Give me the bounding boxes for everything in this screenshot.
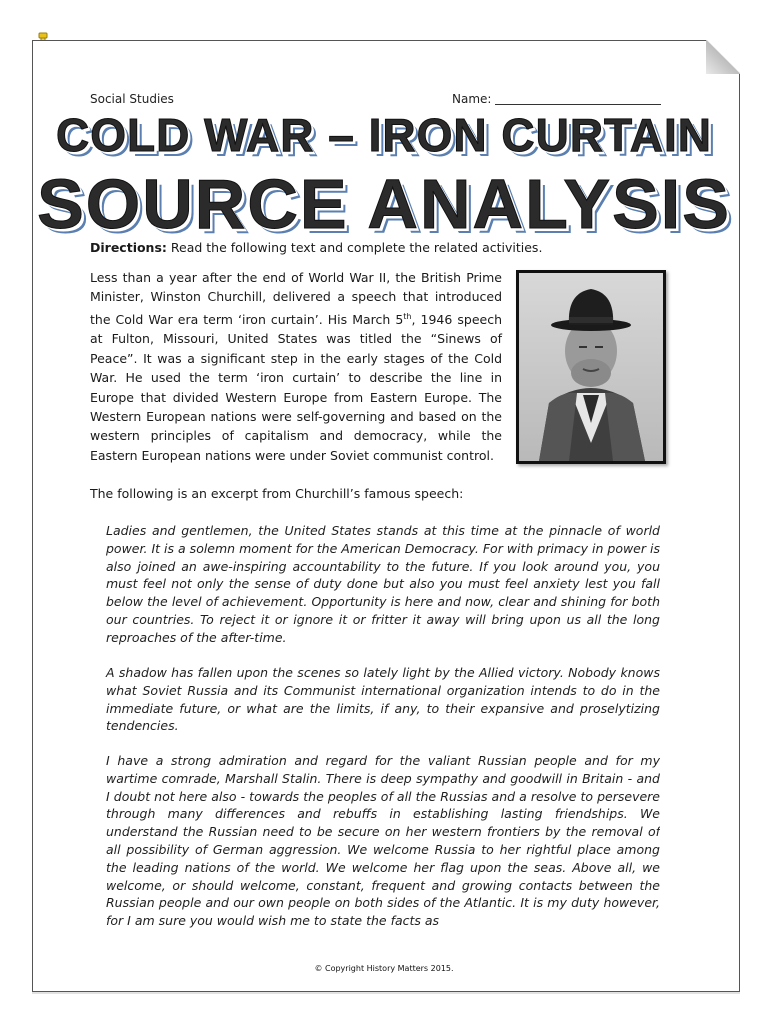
copyright-footer: © Copyright History Matters 2015.	[314, 964, 454, 973]
intro-paragraph	[90, 268, 502, 465]
speech-paragraph: Ladies and gentlemen, the United States stands at this time at the pinnacle of world power. It is a solemn moment for the American Democracy. For with primacy in power is also joined an awe-inspiring accountability to the future. If you look around you, you must feel not only the sense of duty done but also you must feel anxiety lest you fall below the level of achievement. Opportunity is here and now, clear and shining for both our countries. To reject it or ignore it or fritter it away will bring upon us all the long reproaches of the after-time.	[106, 523, 660, 645]
excerpt-intro: The following is an excerpt from Churchill’s famous speech:	[90, 486, 464, 501]
churchill-portrait-photo	[516, 270, 666, 464]
page-fold-corner	[706, 40, 740, 74]
intro-text-a: Less than a year after the end of World War II, the British Prime Minister, Winston Churchill, delivered a speech that introduced the Cold War era term ‘iron curtain’. His March 5	[90, 270, 502, 327]
directions-label: Directions:	[90, 240, 167, 255]
name-blank-line[interactable]	[495, 92, 661, 105]
speech-paragraph: A shadow has fallen upon the scenes so lately light by the Allied victory. Nobody knows what Soviet Russia and its Communist international organization intends to do in the immediate future, or what are the limits, if any, to their expansive and proselytizing tendencies.	[106, 665, 660, 734]
speech-paragraph: I have a strong admiration and regard for the valiant Russian people and for my wartime comrade, Marshall Stalin. There is deep sympathy and goodwill in Britain - and I doubt not here also - towards the peoples of all the Russias and a resolve to persevere through many differences and rebuffs in establishing lasting friendships. We understand the Russian need to be secure on her western frontiers by the removal of all possibility of German aggression. We welcome Russia to her rightful place among the leading nations of the world. We welcome her flag upon the seas. Above all, we welcome, or should welcome, constant, frequent and growing contacts between the Russian people and our own people on both sides of the Atlantic. It is my duty however, for I am sure you would wish me to state the facts as	[106, 753, 660, 929]
title-line-2: SOURCE ANALYSIS	[37, 165, 731, 243]
intro-text-b: , 1946 speech at Fulton, Missouri, United States was titled the “Sinews of Peace”. It was a significant step in the early stages of the Cold War. He used the term ‘iron curtain’ to describe the line in Europe that divided Western Europe from Eastern Europe. The Western European nations were self-governing and based on the western principles of capitalism and democracy, while the Eastern European nations were under Soviet communist control.	[90, 311, 502, 463]
name-field[interactable]	[452, 92, 661, 106]
subject-label: Social Studies	[90, 92, 174, 106]
name-label: Name:	[452, 92, 492, 106]
title-line-1: COLD WAR – IRON CURTAIN	[56, 109, 712, 161]
directions-text: Read the following text and complete the related activities.	[166, 240, 543, 255]
directions	[90, 240, 542, 255]
intro-superscript: th	[403, 311, 412, 321]
